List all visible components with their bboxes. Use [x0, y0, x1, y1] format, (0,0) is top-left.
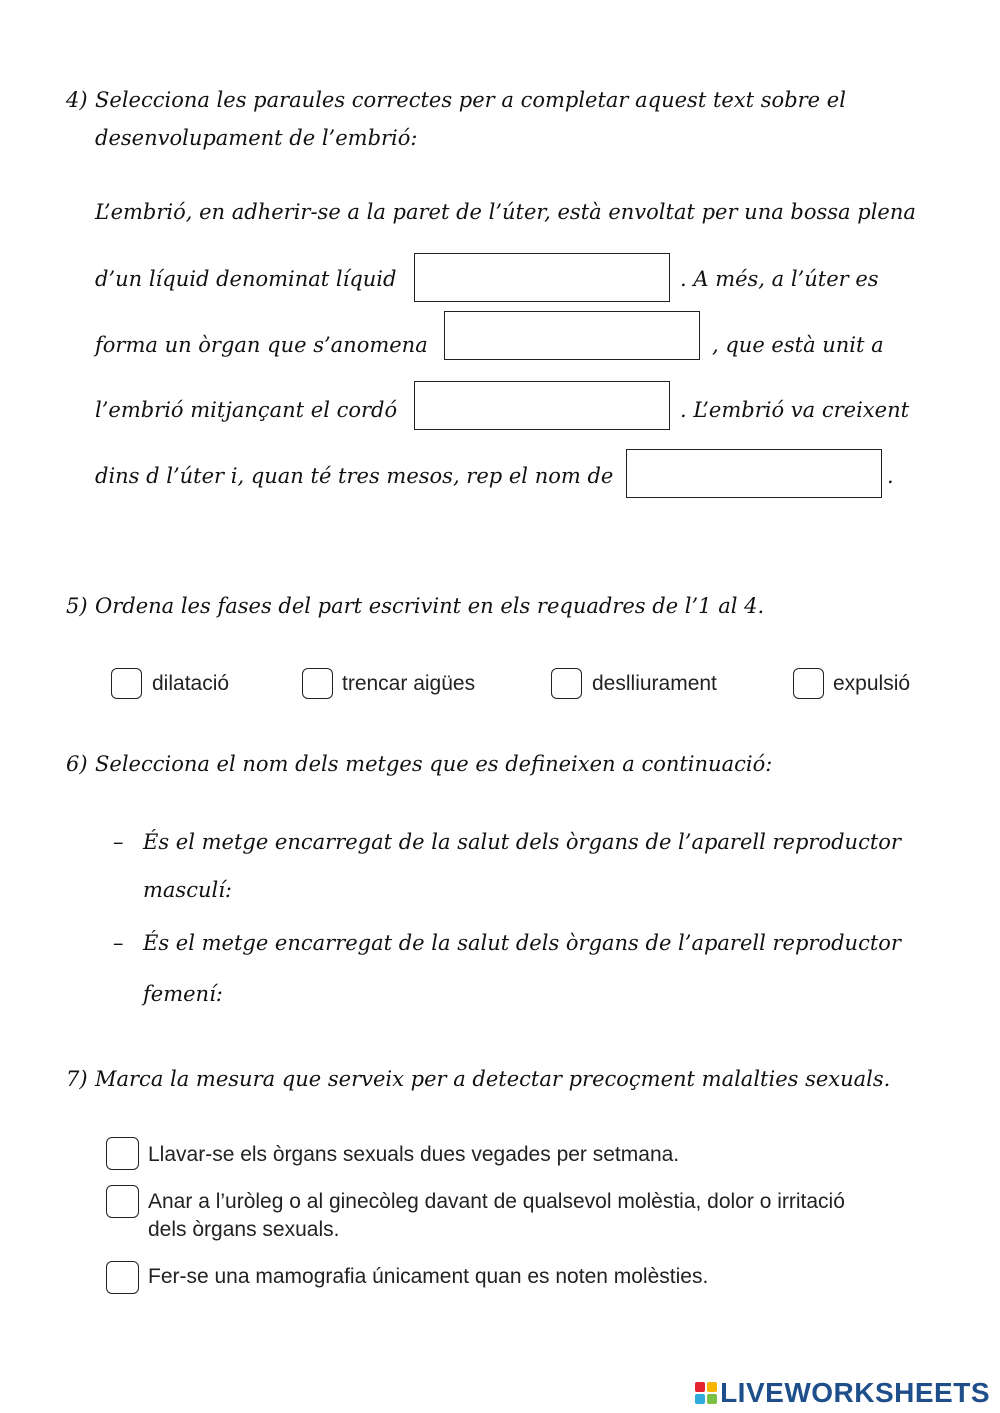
q7-option3-text: Fer-se una mamografia únicament quan es noten molèsties. [148, 1265, 709, 1288]
q7-option1-text: Llavar-se els òrgans sexuals dues vegades per setmana. [148, 1143, 680, 1166]
q6-item2-line1: És el metge encarregat de la salut dels òrgans de l’aparell reproductor [143, 931, 901, 955]
q4-number: 4) [66, 88, 88, 112]
q6-item1-line2: masculí: [143, 878, 233, 902]
q7-option2-line2: dels òrgans sexuals. [148, 1218, 340, 1241]
q4-text-line2-before: d’un líquid denominat líquid [95, 267, 397, 291]
placenta-blank[interactable] [444, 311, 700, 360]
q6-instruction: Selecciona el nom dels metges que es defineixen a continuació: [95, 752, 773, 776]
q4-text-line3-after: , que està unit a [712, 333, 884, 357]
liveworksheets-logo [695, 1375, 990, 1411]
option-dilatacio: dilatació [152, 672, 230, 695]
q4-text-line5-after: . [887, 464, 894, 488]
q7-instruction: Marca la mesura que serveix per a detectar precoçment malalties sexuals. [95, 1067, 891, 1091]
trencar-aigues-order-box[interactable] [302, 668, 333, 699]
brand-name: LIVEWORKSHEETS [720, 1377, 990, 1408]
q4-text-line1: L’embrió, en adherir-se a la paret de l’úter, està envoltat per una bossa plena [95, 200, 916, 224]
deslliurament-order-box[interactable] [551, 668, 582, 699]
expulsio-order-box[interactable] [793, 668, 824, 699]
q4-text-line3-before: forma un òrgan que s’anomena [95, 333, 428, 357]
q7-option2-line1: Anar a l’uròleg o al ginecòleg davant de qualsevol molèstia, dolor o irritació [148, 1190, 845, 1213]
q7-number: 7) [66, 1067, 88, 1091]
option-deslliurament: deslliurament [592, 672, 717, 695]
q6-item1-line1: És el metge encarregat de la salut dels òrgans de l’aparell reproductor [143, 830, 901, 854]
q4-instruction-line2: desenvolupament de l’embrió: [95, 126, 418, 150]
q6-item1-dash: – [113, 830, 124, 854]
amniotic-fluid-blank[interactable] [414, 253, 670, 302]
option-expulsio: expulsió [833, 672, 911, 695]
q4-text-line5-before: dins d l’úter i, quan té tres mesos, rep el nom de [95, 464, 614, 488]
q5-instruction: Ordena les fases del part escrivint en els requadres de l’1 al 4. [95, 594, 765, 618]
dilatacio-order-box[interactable] [111, 668, 142, 699]
q4-instruction-line1: Selecciona les paraules correctes per a completar aquest text sobre el [95, 88, 846, 112]
option1-checkbox[interactable] [106, 1137, 139, 1170]
option3-checkbox[interactable] [106, 1261, 139, 1294]
q6-item2-line2: femení: [143, 982, 223, 1006]
q6-number: 6) [66, 752, 88, 776]
q4-text-line4-after: . L’embrió va creixent [680, 398, 910, 422]
logo-squares-icon [695, 1382, 717, 1404]
umbilical-cord-blank[interactable] [414, 381, 670, 430]
q4-text-line4-before: l’embrió mitjançant el cordó [95, 398, 398, 422]
q6-item2-dash: – [113, 931, 124, 955]
q5-number: 5) [66, 594, 88, 618]
q4-text-line2-after: . A més, a l’úter es [680, 267, 879, 291]
option2-checkbox[interactable] [106, 1185, 139, 1218]
fetus-blank[interactable] [626, 449, 882, 498]
option-trencar-aigues: trencar aigües [342, 672, 476, 695]
